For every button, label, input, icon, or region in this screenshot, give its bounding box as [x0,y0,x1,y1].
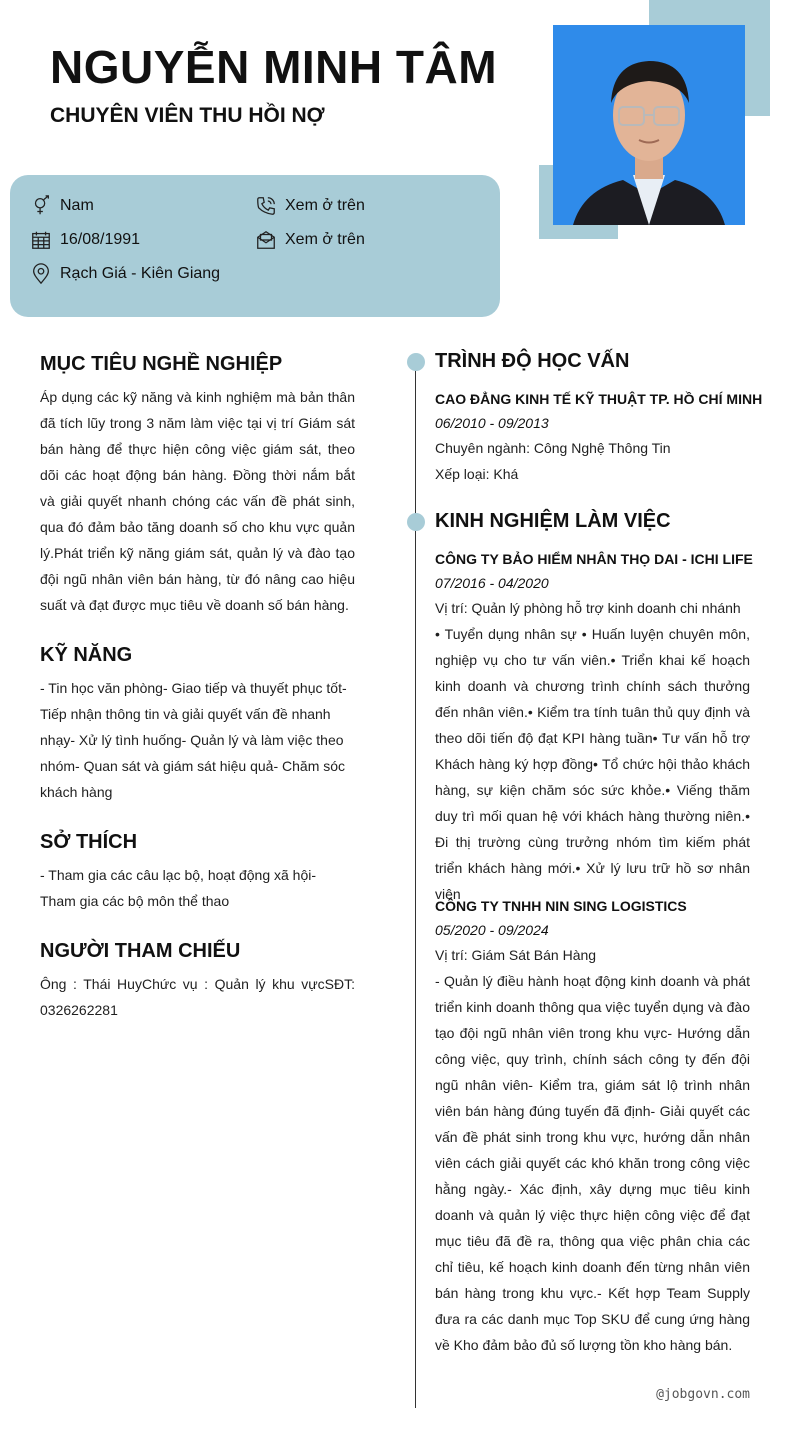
references-heading: NGƯỜI THAM CHIẾU [40,940,241,962]
address-info [30,263,220,285]
education-grade: Xếp loại: Khá [435,466,519,482]
skills-heading: KỸ NĂNG [40,644,133,666]
candidate-name: NGUYỄN MINH TÂM [50,41,498,93]
watermark: @jobgovn.com [656,1387,750,1402]
gender-icon [30,195,52,217]
gender-info [30,195,94,217]
profile-photo [553,25,745,225]
references-text: Ông : Thái HuyChức vụ : Quản lý khu vựcSĐT: 0326262281 [40,976,355,1018]
timeline-dot-experience [407,513,425,531]
experience-heading: KINH NGHIỆM LÀM VIỆC [435,510,671,532]
job-company: CÔNG TY BẢO HIỂM NHÂN THỌ DAI - ICHI LIFE [435,551,753,567]
gender-value: Nam [60,197,94,214]
hobbies-heading: SỞ THÍCH [40,831,138,853]
email-value: Xem ở trên [285,231,365,248]
timeline-dot-education [407,353,425,371]
job-description: • Tuyển dụng nhân sự • Huấn luyện chuyên môn, nghiệp vụ cho tư vấn viên.• Triển khai kế hoạch kinh doanh và chương trình chính sách thưởng đến nhân viên.• Kiểm tra tính tuân thủ quy định và theo dõi tiến độ đạt KPI hàng tuần• Tư vấn hỗ trợ Khách hàng ký hợp đồng• Tổ chức hội thảo khách hàng, sự kiện chăm sóc sức khỏe.• Viếng thăm duy trì mối quan hệ với khách hàng thường niên.• Đi thị trường cùng trưởng nhóm tìm kiếm phát triển khách hàng mới.• Xử lý lưu trữ hồ sơ nhân viên [435,626,750,902]
job-period: 05/2020 - 09/2024 [435,922,549,938]
education-heading: TRÌNH ĐỘ HỌC VẤN [435,350,630,372]
location-pin-icon [30,263,52,285]
school-name: CAO ĐẲNG KINH TẾ KỸ THUẬT TP. HỒ CHÍ MINH [435,391,763,407]
objective-text: Áp dụng các kỹ năng và kinh nghiệm mà bản thân đã tích lũy trong 3 năm làm việc tại vị trí Giám sát bán hàng để thực hiện công việc giám sát, theo dõi các hoạt động bán hàng. Đồng thời nắm bắt và giải quyết nhanh chóng các vấn đề phát sinh, qua đó đảm bảo tăng doanh số cho khu vực quản lý.Phát triển kỹ năng giám sát, quản lý và đào tạo đội ngũ nhân viên bán hàng, từ đó nâng cao hiệu suất và đạt được mục tiêu về doanh số bán hàng. [40,389,355,613]
person-portrait-icon [553,25,745,225]
phone-value: Xem ở trên [285,197,365,214]
calendar-icon [30,229,52,251]
education-major: Chuyên ngành: Công Nghệ Thông Tin [435,440,671,456]
education-period: 06/2010 - 09/2013 [435,415,549,431]
address-value: Rạch Giá - Kiên Giang [60,265,221,282]
job-description: - Quản lý điều hành hoạt động kinh doanh và phát triển kinh doanh thông qua việc tuyển dụng và đào tạo đội ngũ nhân viên trong khu vực- Hướng dẫn công việc, quy trình, chính sách công ty đến đội ngũ nhân viên- Kiểm tra, giám sát lộ trình nhân viên bán hàng đúng tuyến đã định- Giải quyết các vấn đề phát sinh trong khu vực, hướng dẫn nhân viên cách giải quyết các khó khăn trong công việc hằng ngày.- Xác định, xây dựng mục tiêu kinh doanh và quản lý việc thực hiện công việc để đạt mục tiêu đã đề ra, thông qua việc phân chia các chỉ tiêu, kế hoạch kinh doanh đến từng nhân viên bán hàng trong khu vực.- Kết hợp Team Supply đưa ra các danh mục Top SKU để cung ứng hàng về Kho đảm bảo đủ số lượng tồn kho hàng bán. [435,973,750,1353]
job-company: CÔNG TY TNHH NIN SING LOGISTICS [435,898,687,914]
job-title: CHUYÊN VIÊN THU HỒI NỢ [50,104,325,127]
job-position: Vị trí: Quản lý phòng hỗ trợ kinh doanh chi nhánh [435,600,741,616]
job-period: 07/2016 - 04/2020 [435,575,549,591]
objective-heading: MỤC TIÊU NGHỀ NGHIỆP [40,353,283,375]
birthday-value: 16/08/1991 [60,231,141,248]
birthday-info [30,229,140,251]
mail-icon [255,229,277,251]
hobbies-text: - Tham gia các câu lạc bộ, hoạt động xã hội- Tham gia các bộ môn thể thao [40,867,317,909]
skills-text: - Tin học văn phòng- Giao tiếp và thuyết phục tốt- Tiếp nhận thông tin và giải quyết vấn đề nhanh nhạy- Xử lý tình huống- Quản lý và làm việc theo nhóm- Quan sát và giám sát hiệu quả- Chăm sóc khách hàng [40,680,347,800]
phone-info [255,195,365,217]
job-position: Vị trí: Giám Sát Bán Hàng [435,947,597,963]
phone-icon [255,195,277,217]
email-info [255,229,365,251]
